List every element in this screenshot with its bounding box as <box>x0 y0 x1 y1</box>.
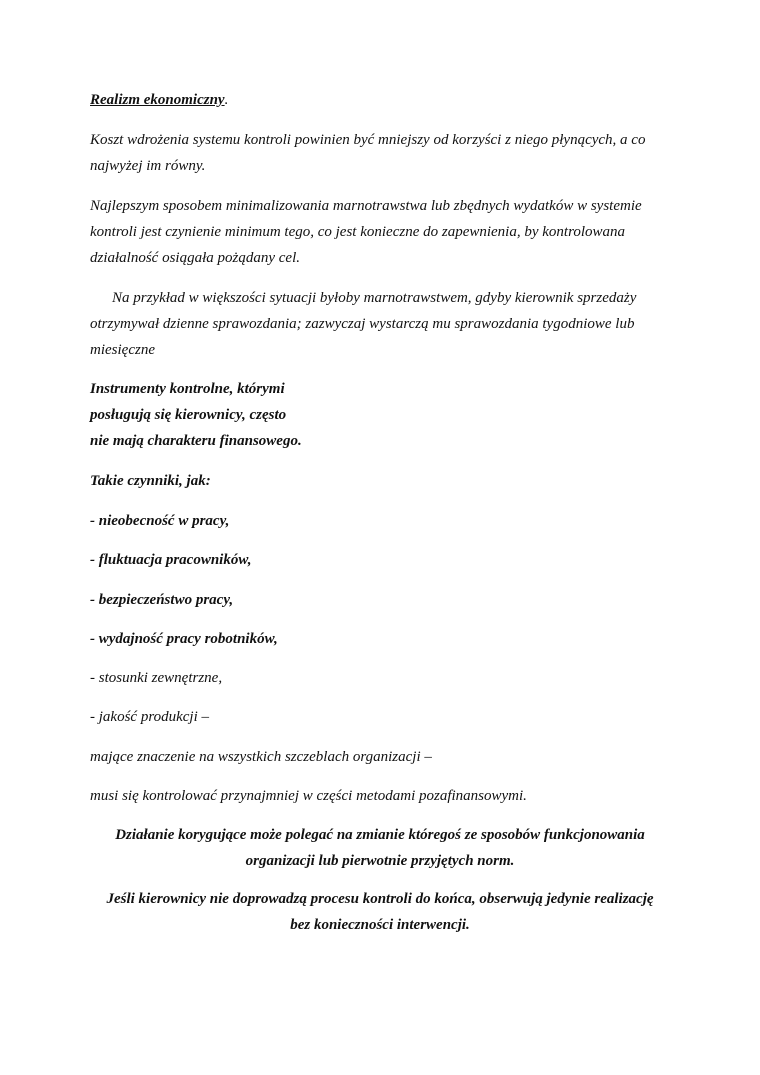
factor-item: - nieobecność w pracy, <box>90 513 230 529</box>
factor-item: - jakość produkcji – <box>90 709 209 725</box>
paragraph-example <box>90 285 680 363</box>
heading-title: Realizm ekonomiczny <box>90 92 225 108</box>
text-line: Na przykład w większości sytuacji byłoby marnotrawstwem, gdyby kierownik sprzedaży <box>112 290 637 306</box>
paragraph-managers <box>80 886 680 938</box>
text-line: działalność osiągała pożądany cel. <box>90 250 300 266</box>
text-line: Instrumenty kontrolne, którymi <box>90 381 285 397</box>
text-line: Działanie korygujące może polegać na zmianie któregoś ze sposobów funkcjonowania <box>115 827 645 843</box>
section-heading <box>90 87 680 113</box>
factor-item: - stosunki zewnętrzne, <box>90 670 223 686</box>
text-line: posługują się kierownicy, często <box>90 407 287 423</box>
text-line: organizacji lub pierwotnie przyjętych norm. <box>245 853 515 869</box>
text-line: bez konieczności interwencji. <box>290 917 470 933</box>
heading-suffix: . <box>224 92 229 108</box>
factor-item: - wydajność pracy robotników, <box>90 631 278 647</box>
paragraph-minimizing <box>90 193 680 271</box>
text-line: otrzymywał dzienne sprawozdania; zazwyczaj wystarczą mu sprawozdania tygodniowe lub <box>90 316 635 332</box>
text-line: najwyżej im równy. <box>90 158 206 174</box>
text-line: Jeśli kierownicy nie doprowadzą procesu kontroli do końca, obserwują jedynie realizację <box>106 891 654 907</box>
paragraph-corrective <box>80 822 680 874</box>
factor-item: - fluktuacja pracowników, <box>90 552 252 568</box>
paragraph-meaning: mające znaczenie na wszystkich szczeblach organizacji – <box>90 749 432 765</box>
paragraph-instruments <box>90 376 680 454</box>
paragraph-cost <box>90 127 680 179</box>
paragraph-must-control: musi się kontrolować przynajmniej w części metodami pozafinansowymi. <box>90 788 527 804</box>
factors-intro: Takie czynniki, jak: <box>90 473 211 489</box>
text-line: kontroli jest czynienie minimum tego, co jest konieczne do zapewnienia, by kontrolowana <box>90 224 626 240</box>
text-line: miesięczne <box>90 342 155 358</box>
text-line: nie mają charakteru finansowego. <box>90 433 302 449</box>
text-line: Koszt wdrożenia systemu kontroli powinien być mniejszy od korzyści z niego płynących, a co <box>90 132 646 148</box>
text-line: Najlepszym sposobem minimalizowania marnotrawstwa lub zbędnych wydatków w systemie <box>90 198 642 214</box>
factor-item: - bezpieczeństwo pracy, <box>90 592 234 608</box>
